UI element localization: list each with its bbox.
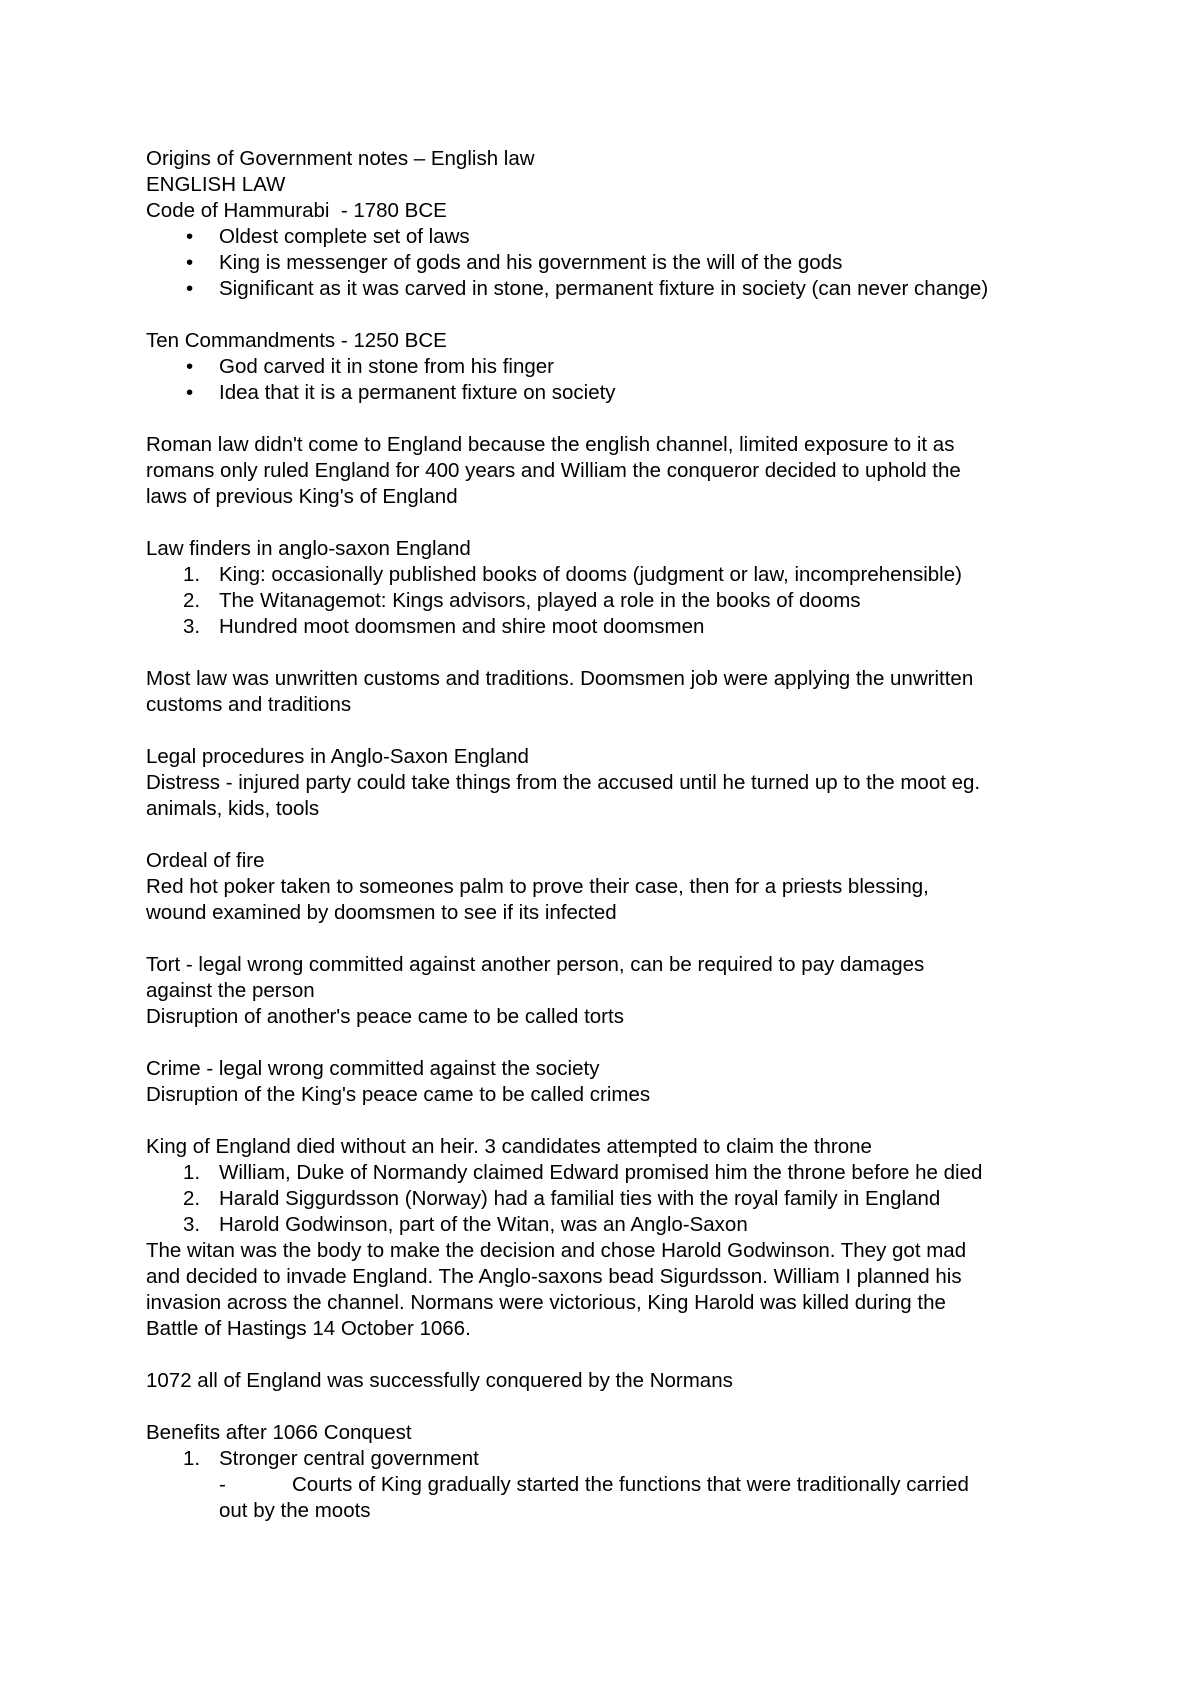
list-item-text: Harald Siggurdsson (Norway) had a familial ties with the royal family in England	[219, 1187, 941, 1210]
bullet-marker: •	[186, 355, 194, 378]
numbered-item	[146, 588, 1096, 614]
numbered-item	[146, 1212, 1096, 1238]
procedures-line: Distress - injured party could take things from the accused until he turned up to the moot eg.	[146, 771, 981, 794]
blank-line	[146, 302, 1096, 328]
tort-line: Disruption of another's peace came to be called torts	[146, 1005, 624, 1028]
hammurabi-heading: Code of Hammurabi - 1780 BCE	[146, 199, 447, 222]
item-number: 1.	[183, 563, 201, 586]
unwritten-law-line: Most law was unwritten customs and traditions. Doomsmen job were applying the unwritten	[146, 667, 974, 690]
benefits-heading: Benefits after 1066 Conquest	[146, 1421, 412, 1444]
procedures-heading: Legal procedures in Anglo-Saxon England	[146, 745, 529, 768]
conquest-line: 1072 all of England was successfully conquered by the Normans	[146, 1369, 733, 1392]
document-page	[146, 146, 1096, 1524]
law-finders-heading: Law finders in anglo-saxon England	[146, 537, 471, 560]
item-number: 3.	[183, 615, 201, 638]
tort-line: Tort - legal wrong committed against another person, can be required to pay damages	[146, 953, 925, 976]
commandments-heading: Ten Commandments - 1250 BCE	[146, 329, 447, 352]
numbered-item	[146, 614, 1096, 640]
numbered-item	[146, 1186, 1096, 1212]
sub-list-line	[219, 1472, 1096, 1498]
roman-law-line: laws of previous King's of England	[146, 485, 458, 508]
item-number: 3.	[183, 1213, 201, 1236]
blank-line	[146, 1342, 1096, 1368]
roman-law-line: romans only ruled England for 400 years and William the conqueror decided to uphold the	[146, 459, 961, 482]
numbered-item	[146, 1160, 1096, 1186]
sub-list-item	[146, 1472, 1096, 1524]
dash-marker: -	[219, 1473, 226, 1496]
blank-line	[146, 1030, 1096, 1056]
list-item-text: Oldest complete set of laws	[219, 225, 470, 248]
sub-list-text: Courts of King gradually started the functions that were traditionally carried	[292, 1473, 969, 1496]
list-item-text: William, Duke of Normandy claimed Edward promised him the throne before he died	[219, 1161, 983, 1184]
document-title: Origins of Government notes – English law	[146, 147, 535, 170]
list-item-text: Stronger central government	[219, 1447, 479, 1470]
list-item-text: Idea that it is a permanent fixture on society	[219, 381, 616, 404]
tort-line: against the person	[146, 979, 315, 1002]
blank-line	[146, 510, 1096, 536]
list-item	[146, 354, 1096, 380]
list-item-text: Significant as it was carved in stone, permanent fixture in society (can never change)	[219, 277, 989, 300]
sub-list-continuation: out by the moots	[219, 1499, 371, 1522]
blank-line	[146, 1108, 1096, 1134]
bullet-marker: •	[186, 381, 194, 404]
list-item	[146, 380, 1096, 406]
ordeal-line: wound examined by doomsmen to see if its infected	[146, 901, 617, 924]
blank-line	[146, 822, 1096, 848]
blank-line	[146, 718, 1096, 744]
procedures-line: animals, kids, tools	[146, 797, 320, 820]
succession-line: The witan was the body to make the decision and chose Harold Godwinson. They got mad	[146, 1239, 967, 1262]
succession-line: invasion across the channel. Normans were victorious, King Harold was killed during the	[146, 1291, 946, 1314]
bullet-marker: •	[186, 277, 194, 300]
numbered-item	[146, 562, 1096, 588]
blank-line	[146, 640, 1096, 666]
list-item-text: God carved it in stone from his finger	[219, 355, 554, 378]
list-item	[146, 276, 1096, 302]
roman-law-line: Roman law didn't come to England because the english channel, limited exposure to it as	[146, 433, 955, 456]
list-item	[146, 224, 1096, 250]
succession-line: Battle of Hastings 14 October 1066.	[146, 1317, 471, 1340]
list-item-text: King: occasionally published books of dooms (judgment or law, incomprehensible)	[219, 563, 962, 586]
blank-line	[146, 1394, 1096, 1420]
list-item-text: Hundred moot doomsmen and shire moot doomsmen	[219, 615, 705, 638]
blank-line	[146, 406, 1096, 432]
ordeal-heading: Ordeal of fire	[146, 849, 265, 872]
crime-line: Disruption of the King's peace came to be called crimes	[146, 1083, 651, 1106]
list-item	[146, 250, 1096, 276]
list-item-text: Harold Godwinson, part of the Witan, was an Anglo-Saxon	[219, 1213, 748, 1236]
bullet-marker: •	[186, 225, 194, 248]
blank-line	[146, 926, 1096, 952]
item-number: 2.	[183, 1187, 201, 1210]
ordeal-line: Red hot poker taken to someones palm to prove their case, then for a priests blessing,	[146, 875, 929, 898]
bullet-marker: •	[186, 251, 194, 274]
succession-line: and decided to invade England. The Anglo-saxons bead Sigurdsson. William I planned his	[146, 1265, 962, 1288]
section-heading-english-law: ENGLISH LAW	[146, 173, 286, 196]
list-item-text: The Witanagemot: Kings advisors, played a role in the books of dooms	[219, 589, 861, 612]
item-number: 2.	[183, 589, 201, 612]
item-number: 1.	[183, 1447, 201, 1470]
succession-heading: King of England died without an heir. 3 candidates attempted to claim the throne	[146, 1135, 872, 1158]
item-number: 1.	[183, 1161, 201, 1184]
crime-line: Crime - legal wrong committed against the society	[146, 1057, 600, 1080]
unwritten-law-line: customs and traditions	[146, 693, 352, 716]
list-item-text: King is messenger of gods and his government is the will of the gods	[219, 251, 843, 274]
numbered-item	[146, 1446, 1096, 1472]
